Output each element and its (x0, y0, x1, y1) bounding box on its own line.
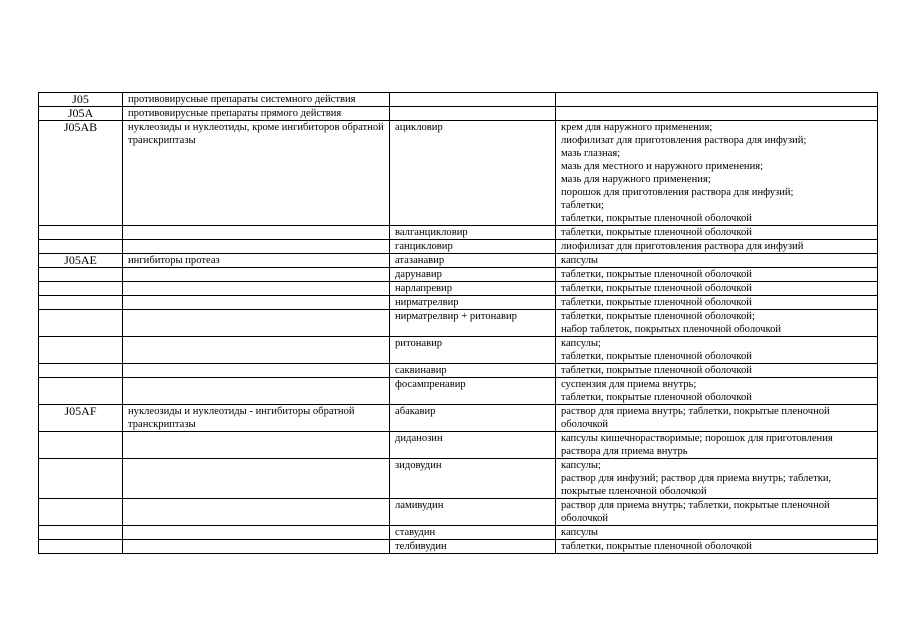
drug-name-cell (390, 107, 556, 121)
dosage-forms-cell (556, 296, 878, 310)
dosage-form-line: таблетки, покрытые пленочной оболочкой (561, 541, 752, 552)
atc-group-cell (123, 432, 390, 459)
drug-name-cell: нирматрелвир + ритонавир (390, 310, 556, 337)
dosage-forms-cell (556, 459, 878, 499)
dosage-form-line: раствор для приема внутрь; таблетки, покрытые пленочной (561, 500, 830, 511)
dosage-forms-cell (556, 93, 878, 107)
dosage-form-line: порошок для приготовления раствора для инфузий; (561, 187, 794, 198)
table-row (39, 499, 878, 526)
dosage-form-line: покрытые пленочной оболочкой (561, 486, 707, 497)
table-row (39, 526, 878, 540)
drug-name-cell: зидовудин (390, 459, 556, 499)
table-row (39, 432, 878, 459)
drug-name-cell: диданозин (390, 432, 556, 459)
table-row (39, 310, 878, 337)
dosage-form-line: раствор для приема внутрь; таблетки, покрытые пленочной (561, 406, 830, 417)
dosage-forms-cell (556, 240, 878, 254)
drug-name-cell: нирматрелвир (390, 296, 556, 310)
table-row (39, 282, 878, 296)
dosage-forms-cell (556, 540, 878, 554)
table-row (39, 459, 878, 499)
atc-group-cell (123, 310, 390, 337)
dosage-forms-cell (556, 499, 878, 526)
table-row (39, 296, 878, 310)
drug-name-cell: ламивудин (390, 499, 556, 526)
dosage-form-line: оболочкой (561, 419, 609, 430)
atc-code-cell (39, 240, 123, 254)
dosage-form-line: капсулы; (561, 338, 601, 349)
atc-group-cell (123, 296, 390, 310)
dosage-form-line: таблетки; (561, 200, 604, 211)
dosage-forms-cell (556, 107, 878, 121)
dosage-form-line: мазь для местного и наружного применения; (561, 161, 764, 172)
drug-name-cell: абакавир (390, 405, 556, 432)
table-row (39, 337, 878, 364)
table-row (39, 405, 878, 432)
dosage-form-line: мазь глазная; (561, 148, 621, 159)
dosage-form-line: таблетки, покрытые пленочной оболочкой; (561, 311, 755, 322)
dosage-forms-cell (556, 282, 878, 296)
atc-group-cell: противовирусные препараты системного действия (123, 93, 390, 107)
table-row (39, 226, 878, 240)
dosage-form-line: мазь для наружного применения; (561, 174, 711, 185)
atc-group-cell (123, 226, 390, 240)
atc-group-cell (123, 499, 390, 526)
dosage-forms-cell (556, 254, 878, 268)
dosage-form-line: таблетки, покрытые пленочной оболочкой (561, 283, 752, 294)
atc-code-cell (39, 296, 123, 310)
dosage-form-line: таблетки, покрытые пленочной оболочкой (561, 213, 752, 224)
atc-code-cell (39, 526, 123, 540)
drug-name-cell (390, 93, 556, 107)
table-row (39, 378, 878, 405)
drug-name-cell: ацикловир (390, 121, 556, 226)
atc-code-cell (39, 432, 123, 459)
dosage-form-line: раствор для инфузий; раствор для приема внутрь; таблетки, (561, 473, 832, 484)
dosage-form-line: капсулы кишечнорастворимые; порошок для приготовления (561, 433, 833, 444)
dosage-forms-cell (556, 526, 878, 540)
dosage-form-line: раствора для приема внутрь (561, 446, 688, 457)
table-row (39, 107, 878, 121)
drug-name-cell: ритонавир (390, 337, 556, 364)
table-row (39, 93, 878, 107)
atc-code-cell: J05AB (39, 121, 123, 226)
dosage-forms-cell (556, 268, 878, 282)
dosage-form-line: таблетки, покрытые пленочной оболочкой (561, 365, 752, 376)
dosage-form-line: капсулы (561, 527, 599, 538)
dosage-form-line (561, 107, 873, 120)
dosage-form-line: таблетки, покрытые пленочной оболочкой (561, 392, 752, 403)
dosage-forms-cell (556, 364, 878, 378)
atc-code-cell: J05AF (39, 405, 123, 432)
atc-code-cell (39, 310, 123, 337)
atc-group-cell (123, 459, 390, 499)
dosage-forms-cell (556, 310, 878, 337)
table-row (39, 121, 878, 226)
atc-group-cell (123, 337, 390, 364)
table-row (39, 254, 878, 268)
atc-group-cell (123, 364, 390, 378)
dosage-forms-cell (556, 405, 878, 432)
dosage-forms-cell (556, 121, 878, 226)
drug-name-cell: дарунавир (390, 268, 556, 282)
atc-group-cell (123, 540, 390, 554)
atc-code-cell (39, 378, 123, 405)
drug-name-cell: ганцикловир (390, 240, 556, 254)
atc-code-cell: J05A (39, 107, 123, 121)
drug-table (38, 92, 878, 554)
dosage-forms-cell (556, 337, 878, 364)
atc-code-cell (39, 268, 123, 282)
drug-name-cell: телбивудин (390, 540, 556, 554)
dosage-forms-cell (556, 226, 878, 240)
drug-name-cell: ставудин (390, 526, 556, 540)
atc-group-cell (123, 282, 390, 296)
dosage-form-line: лиофилизат для приготовления раствора для инфузий (561, 241, 804, 252)
dosage-form-line: крем для наружного применения; (561, 122, 713, 133)
dosage-form-line: лиофилизат для приготовления раствора для инфузий; (561, 135, 807, 146)
atc-code-cell (39, 337, 123, 364)
atc-group-cell: противовирусные препараты прямого действия (123, 107, 390, 121)
table-row (39, 268, 878, 282)
atc-code-cell (39, 499, 123, 526)
table-row (39, 364, 878, 378)
drug-name-cell: атазанавир (390, 254, 556, 268)
dosage-form-line: оболочкой (561, 513, 609, 524)
dosage-form-line: капсулы; (561, 460, 601, 471)
table-row (39, 540, 878, 554)
atc-code-cell (39, 282, 123, 296)
drug-name-cell: фосампренавир (390, 378, 556, 405)
dosage-form-line: таблетки, покрытые пленочной оболочкой (561, 227, 752, 238)
atc-group-cell (123, 268, 390, 282)
dosage-forms-cell (556, 378, 878, 405)
dosage-form-line: капсулы (561, 255, 599, 266)
atc-code-cell: J05 (39, 93, 123, 107)
table-row (39, 240, 878, 254)
atc-code-cell (39, 364, 123, 378)
atc-group-cell: нуклеозиды и нуклеотиды - ингибиторы обратной транскриптазы (123, 405, 390, 432)
drug-name-cell: валганцикловир (390, 226, 556, 240)
dosage-form-line: таблетки, покрытые пленочной оболочкой (561, 297, 752, 308)
drug-name-cell: саквинавир (390, 364, 556, 378)
atc-group-cell: ингибиторы протеаз (123, 254, 390, 268)
atc-code-cell (39, 226, 123, 240)
atc-code-cell (39, 459, 123, 499)
dosage-forms-cell (556, 432, 878, 459)
atc-group-cell (123, 526, 390, 540)
atc-group-cell: нуклеозиды и нуклеотиды, кроме ингибиторов обратной транскриптазы (123, 121, 390, 226)
atc-group-cell (123, 240, 390, 254)
dosage-form-line: набор таблеток, покрытых пленочной оболочкой (561, 324, 782, 335)
drug-name-cell: нарлапревир (390, 282, 556, 296)
dosage-form-line: таблетки, покрытые пленочной оболочкой (561, 269, 752, 280)
dosage-form-line: таблетки, покрытые пленочной оболочкой (561, 351, 752, 362)
dosage-form-line: суспензия для приема внутрь; (561, 379, 697, 390)
dosage-form-line (561, 93, 873, 106)
atc-code-cell: J05AE (39, 254, 123, 268)
atc-group-cell (123, 378, 390, 405)
atc-code-cell (39, 540, 123, 554)
table-body (39, 93, 878, 554)
